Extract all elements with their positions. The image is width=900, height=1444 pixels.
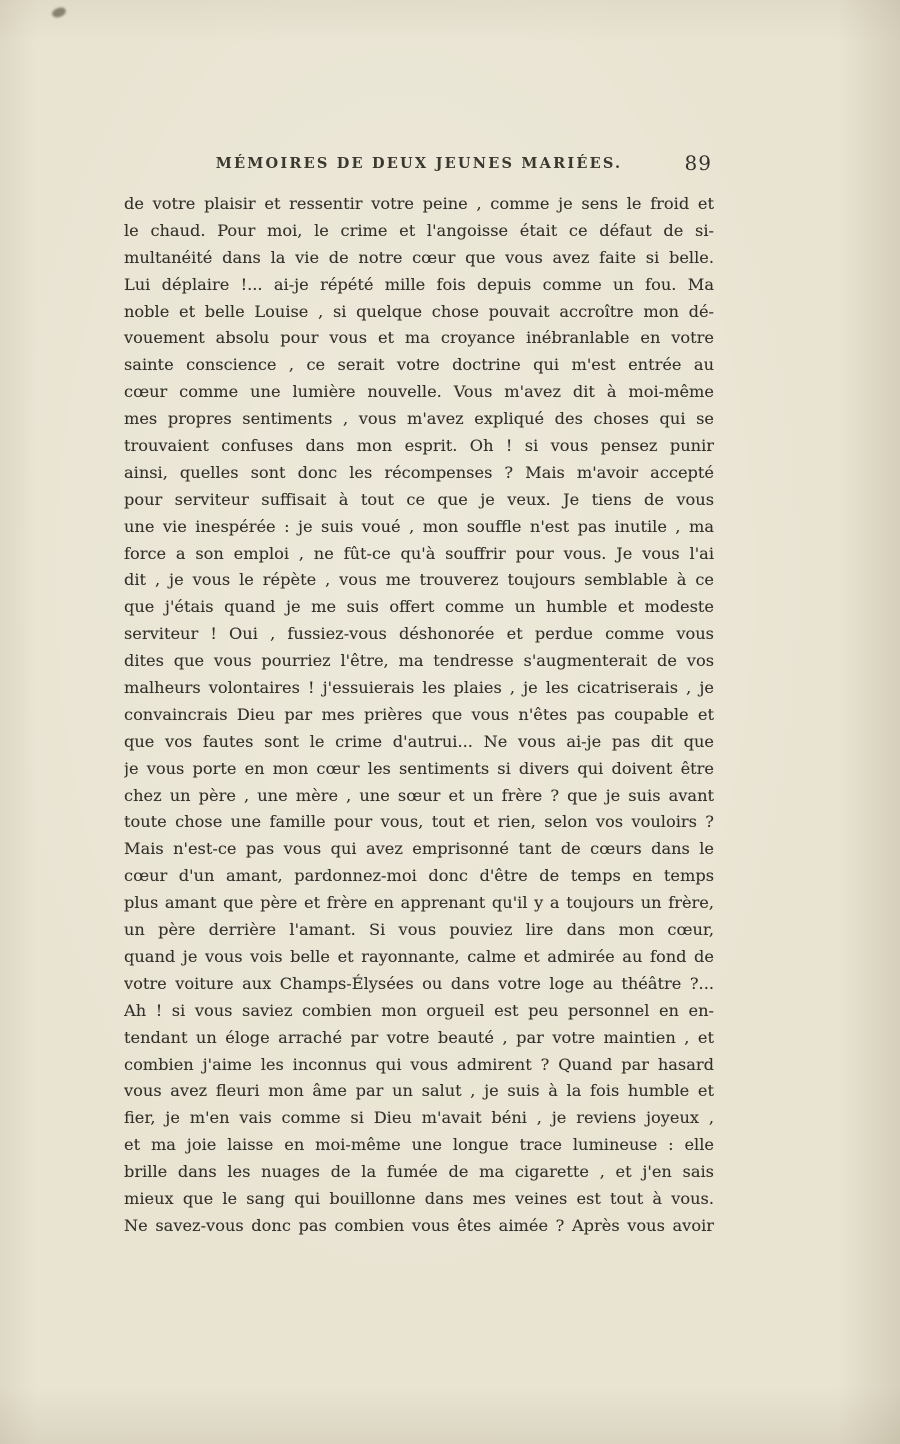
- text-line: plus amant que père et frère en apprenant qu'il y a toujours un frère,: [124, 893, 714, 913]
- text-line: noble et belle Louise , si quelque chose pouvait accroître mon dé-: [124, 301, 714, 321]
- scan-smudge-mark: [51, 6, 67, 18]
- text-line: dit , je vous le répète , vous me trouverez toujours semblable à ce: [124, 570, 714, 590]
- text-line: je vous porte en mon cœur les sentiments si divers qui doivent être: [124, 758, 714, 778]
- text-line: Ah ! si vous saviez combien mon orgueil est peu personnel en en-: [124, 1000, 714, 1020]
- text-line: tendant un éloge arraché par votre beauté , par votre maintien , et: [124, 1027, 714, 1047]
- text-line: malheurs volontaires ! j'essuierais les plaies , je les cicatriserais , je: [124, 678, 714, 698]
- text-line: mieux que le sang qui bouillonne dans mes veines est tout à vous.: [124, 1188, 714, 1208]
- text-line: le chaud. Pour moi, le crime et l'angoisse était ce défaut de si-: [124, 220, 714, 240]
- text-line: de votre plaisir et ressentir votre peine , comme je sens le froid et: [124, 194, 714, 213]
- text-line: dites que vous pourriez l'être, ma tendresse s'augmenterait de vos: [124, 651, 714, 671]
- text-line: Mais n'est-ce pas vous qui avez emprisonné tant de cœurs dans le: [124, 839, 714, 859]
- text-line: serviteur ! Oui , fussiez-vous déshonorée et perdue comme vous: [124, 624, 714, 644]
- text-line: mes propres sentiments , vous m'avez expliqué des choses qui se: [124, 409, 714, 429]
- running-title: MÉMOIRES DE DEUX JEUNES MARIÉES.: [215, 155, 623, 172]
- text-line: combien j'aime les inconnus qui vous admirent ? Quand par hasard: [124, 1054, 714, 1074]
- text-line: trouvaient confuses dans mon esprit. Oh ! si vous pensez punir: [124, 436, 714, 456]
- text-line: un père derrière l'amant. Si vous pouviez lire dans mon cœur,: [124, 920, 714, 940]
- page-text: [124, 191, 714, 1240]
- text-line: convaincrais Dieu par mes prières que vous n'êtes pas coupable et: [124, 704, 714, 724]
- text-line: brille dans les nuages de la fumée de ma cigarette , et j'en sais: [124, 1162, 714, 1182]
- text-line: Ne savez-vous donc pas combien vous êtes aimée ? Après vous avoir: [124, 1215, 714, 1235]
- page-number: 89: [684, 151, 712, 175]
- page-header: [124, 151, 714, 179]
- text-line: cœur comme une lumière nouvelle. Vous m'avez dit à moi-même: [124, 382, 714, 402]
- text-line: sainte conscience , ce serait votre doctrine qui m'est entrée au: [124, 355, 714, 375]
- text-line: toute chose une famille pour vous, tout et rien, selon vos vouloirs ?: [124, 812, 714, 832]
- text-line: que vos fautes sont le crime d'autrui... Ne vous ai-je pas dit que: [124, 731, 714, 751]
- text-line: fier, je m'en vais comme si Dieu m'avait béni , je reviens joyeux ,: [124, 1108, 714, 1128]
- text-line: chez un père , une mère , une sœur et un frère ? que je suis avant: [124, 785, 714, 805]
- text-line: Lui déplaire !... ai-je répété mille fois depuis comme un fou. Ma: [124, 274, 714, 294]
- text-line: pour serviteur suffisait à tout ce que je veux. Je tiens de vous: [124, 489, 714, 509]
- text-line: vouement absolu pour vous et ma croyance inébranlable en votre: [124, 328, 714, 348]
- text-line: et ma joie laisse en moi-même une longue trace lumineuse : elle: [124, 1135, 714, 1155]
- text-line: cœur d'un amant, pardonnez-moi donc d'être de temps en temps: [124, 866, 714, 886]
- text-line: votre voiture aux Champs-Élysées ou dans votre loge au théâtre ?...: [124, 973, 714, 993]
- text-line: multanéité dans la vie de notre cœur que vous avez faite si belle.: [124, 247, 714, 267]
- text-line: ainsi, quelles sont donc les récompenses ? Mais m'avoir accepté: [124, 462, 714, 482]
- text-line: force a son emploi , ne fût-ce qu'à souffrir pour vous. Je vous l'ai: [124, 543, 714, 563]
- text-line: une vie inespérée : je suis voué , mon souffle n'est pas inutile , ma: [124, 516, 714, 536]
- text-line: quand je vous vois belle et rayonnante, calme et admirée au fond de: [124, 946, 714, 966]
- text-line: vous avez fleuri mon âme par un salut , je suis à la fois humble et: [124, 1081, 714, 1101]
- text-line: que j'étais quand je me suis offert comme un humble et modeste: [124, 597, 714, 617]
